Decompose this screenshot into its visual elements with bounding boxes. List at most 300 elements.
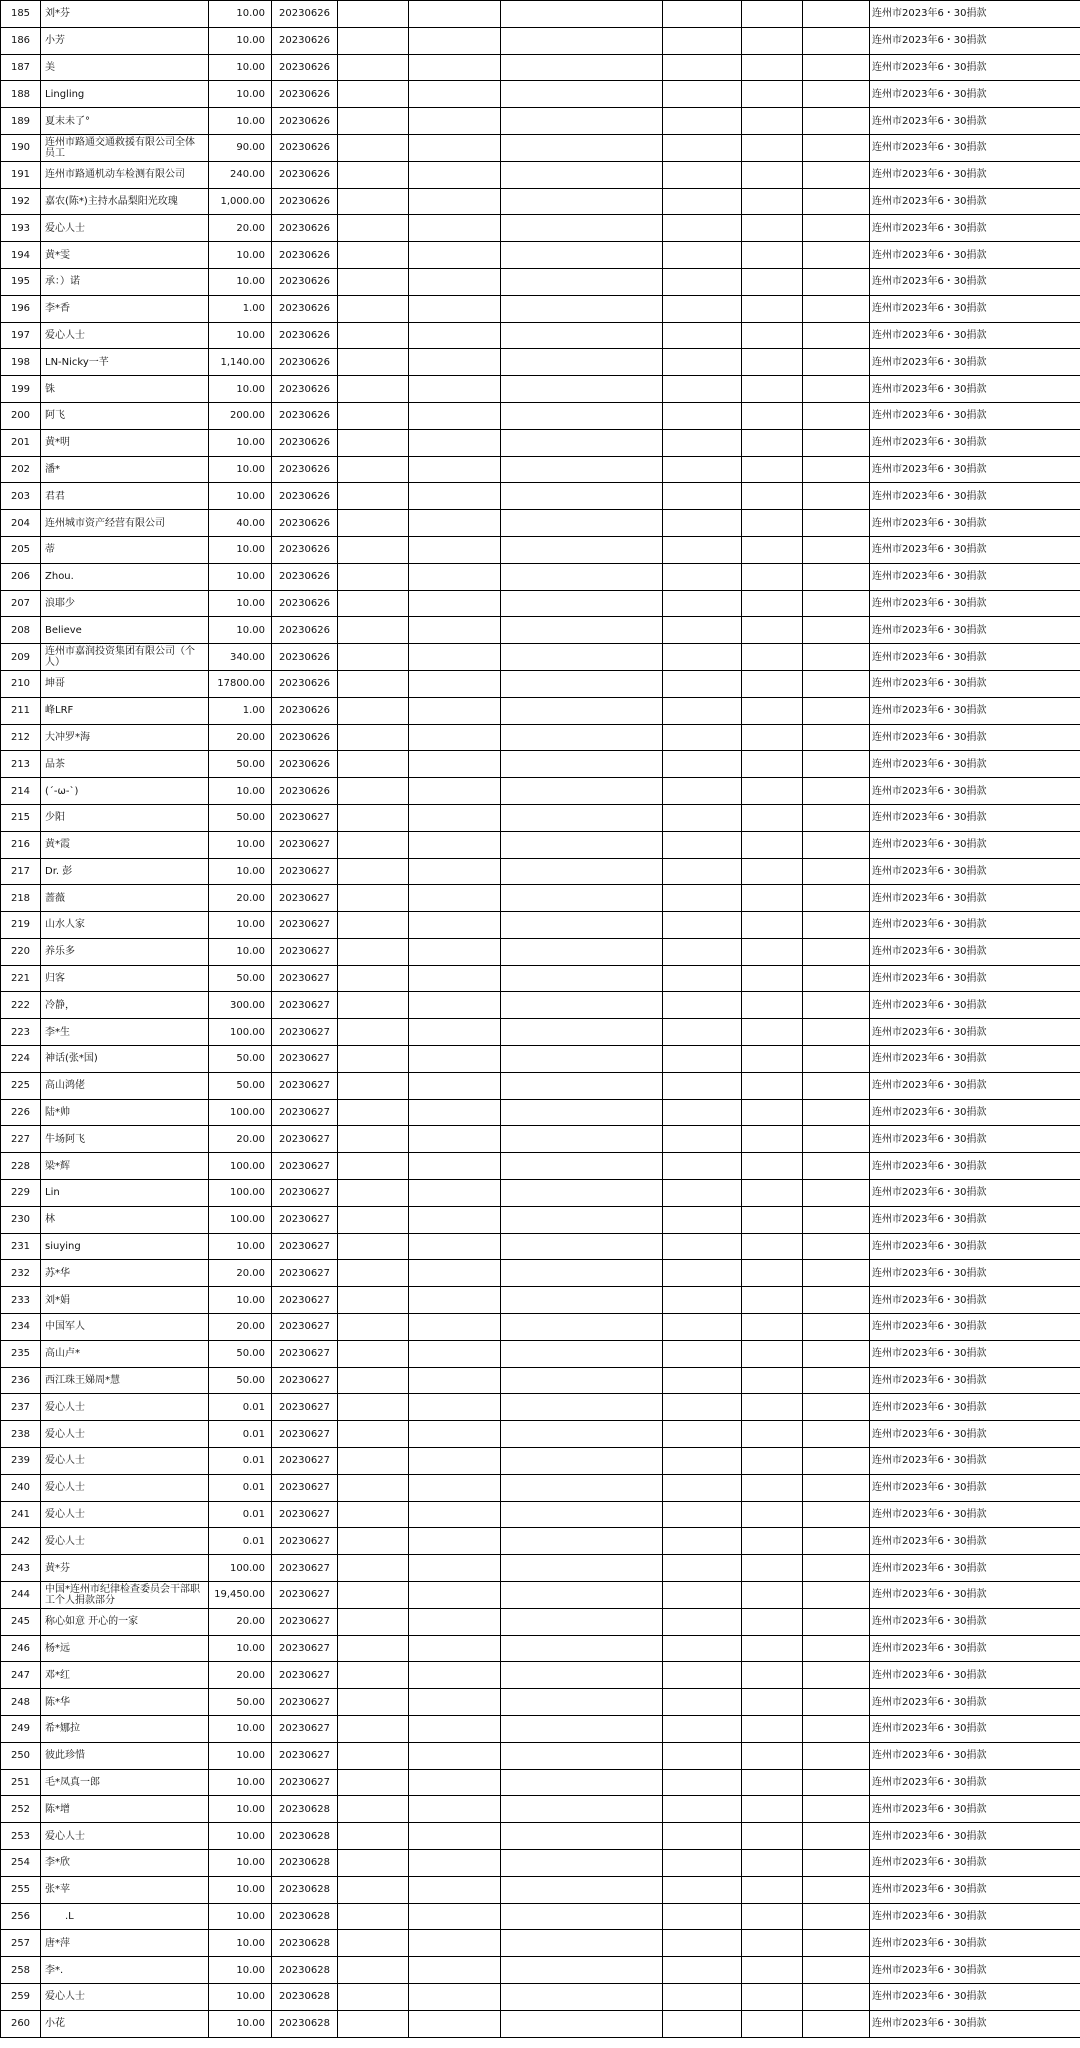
empty-cell[interactable] xyxy=(338,108,409,135)
empty-cell[interactable] xyxy=(409,1421,501,1448)
empty-cell[interactable] xyxy=(663,697,742,724)
amount-cell[interactable]: 0.01 xyxy=(209,1421,272,1448)
date-cell[interactable]: 20230627 xyxy=(272,1769,338,1796)
empty-cell[interactable] xyxy=(803,1019,870,1046)
date-cell[interactable]: 20230626 xyxy=(272,536,338,563)
empty-cell[interactable] xyxy=(338,1287,409,1314)
note-cell[interactable]: 连州市2023年6・30捐款 xyxy=(870,590,1080,617)
empty-cell[interactable] xyxy=(742,54,803,81)
amount-cell[interactable]: 10.00 xyxy=(209,1233,272,1260)
donor-name-cell[interactable]: 爱心人士 xyxy=(41,215,209,242)
date-cell[interactable]: 20230626 xyxy=(272,697,338,724)
donor-name-cell[interactable]: 大冲罗*海 xyxy=(41,724,209,751)
date-cell[interactable]: 20230627 xyxy=(272,1742,338,1769)
empty-cell[interactable] xyxy=(338,858,409,885)
row-number-cell[interactable]: 259 xyxy=(1,1983,41,2010)
donor-name-cell[interactable]: 爱心人士 xyxy=(41,1421,209,1448)
date-cell[interactable]: 20230627 xyxy=(272,1287,338,1314)
date-cell[interactable]: 20230626 xyxy=(272,161,338,188)
amount-cell[interactable]: 10.00 xyxy=(209,483,272,510)
empty-cell[interactable] xyxy=(409,1126,501,1153)
empty-cell[interactable] xyxy=(742,1769,803,1796)
empty-cell[interactable] xyxy=(742,858,803,885)
date-cell[interactable]: 20230626 xyxy=(272,751,338,778)
donor-name-cell[interactable]: 连州市路通机动车检测有限公司 xyxy=(41,161,209,188)
empty-cell[interactable] xyxy=(663,644,742,671)
donor-name-cell[interactable]: 李*欣 xyxy=(41,1849,209,1876)
empty-cell[interactable] xyxy=(663,1608,742,1635)
empty-cell[interactable] xyxy=(663,1099,742,1126)
empty-cell[interactable] xyxy=(803,670,870,697)
empty-cell[interactable] xyxy=(663,1635,742,1662)
row-number-cell[interactable]: 260 xyxy=(1,2010,41,2037)
empty-cell[interactable] xyxy=(338,670,409,697)
empty-cell[interactable] xyxy=(803,938,870,965)
empty-cell[interactable] xyxy=(803,1474,870,1501)
empty-cell[interactable] xyxy=(803,1716,870,1743)
empty-cell[interactable] xyxy=(742,1340,803,1367)
note-cell[interactable]: 连州市2023年6・30捐款 xyxy=(870,295,1080,322)
empty-cell[interactable] xyxy=(409,1367,501,1394)
empty-cell[interactable] xyxy=(338,1849,409,1876)
empty-cell[interactable] xyxy=(501,1448,663,1475)
amount-cell[interactable]: 10.00 xyxy=(209,1796,272,1823)
empty-cell[interactable] xyxy=(663,804,742,831)
amount-cell[interactable]: 50.00 xyxy=(209,1046,272,1073)
empty-cell[interactable] xyxy=(338,1260,409,1287)
empty-cell[interactable] xyxy=(663,376,742,403)
empty-cell[interactable] xyxy=(803,1823,870,1850)
empty-cell[interactable] xyxy=(409,268,501,295)
date-cell[interactable]: 20230627 xyxy=(272,1233,338,1260)
donor-name-cell[interactable]: 苏*华 xyxy=(41,1260,209,1287)
empty-cell[interactable] xyxy=(663,563,742,590)
empty-cell[interactable] xyxy=(338,831,409,858)
empty-cell[interactable] xyxy=(663,510,742,537)
empty-cell[interactable] xyxy=(663,965,742,992)
empty-cell[interactable] xyxy=(501,751,663,778)
date-cell[interactable]: 20230626 xyxy=(272,376,338,403)
amount-cell[interactable]: 50.00 xyxy=(209,965,272,992)
amount-cell[interactable]: 100.00 xyxy=(209,1019,272,1046)
empty-cell[interactable] xyxy=(803,1903,870,1930)
amount-cell[interactable]: 10.00 xyxy=(209,1957,272,1984)
empty-cell[interactable] xyxy=(338,27,409,54)
empty-cell[interactable] xyxy=(663,108,742,135)
empty-cell[interactable] xyxy=(803,1367,870,1394)
empty-cell[interactable] xyxy=(663,590,742,617)
row-number-cell[interactable]: 192 xyxy=(1,188,41,215)
empty-cell[interactable] xyxy=(803,1180,870,1207)
note-cell[interactable]: 连州市2023年6・30捐款 xyxy=(870,510,1080,537)
date-cell[interactable]: 20230626 xyxy=(272,108,338,135)
donor-name-cell[interactable]: 刘*娟 xyxy=(41,1287,209,1314)
date-cell[interactable]: 20230627 xyxy=(272,1689,338,1716)
date-cell[interactable]: 20230627 xyxy=(272,885,338,912)
date-cell[interactable]: 20230628 xyxy=(272,2010,338,2037)
empty-cell[interactable] xyxy=(409,724,501,751)
amount-cell[interactable]: 10.00 xyxy=(209,778,272,805)
empty-cell[interactable] xyxy=(501,644,663,671)
empty-cell[interactable] xyxy=(409,456,501,483)
donor-name-cell[interactable]: 爱心人士 xyxy=(41,1474,209,1501)
empty-cell[interactable] xyxy=(501,1367,663,1394)
empty-cell[interactable] xyxy=(663,456,742,483)
donor-name-cell[interactable]: 希*娜拉 xyxy=(41,1716,209,1743)
empty-cell[interactable] xyxy=(803,1983,870,2010)
amount-cell[interactable]: 10.00 xyxy=(209,54,272,81)
empty-cell[interactable] xyxy=(742,134,803,161)
row-number-cell[interactable]: 238 xyxy=(1,1421,41,1448)
empty-cell[interactable] xyxy=(742,912,803,939)
empty-cell[interactable] xyxy=(338,1099,409,1126)
empty-cell[interactable] xyxy=(501,1849,663,1876)
row-number-cell[interactable]: 209 xyxy=(1,644,41,671)
note-cell[interactable]: 连州市2023年6・30捐款 xyxy=(870,1180,1080,1207)
empty-cell[interactable] xyxy=(663,1930,742,1957)
empty-cell[interactable] xyxy=(338,1180,409,1207)
empty-cell[interactable] xyxy=(803,1260,870,1287)
amount-cell[interactable]: 10.00 xyxy=(209,456,272,483)
empty-cell[interactable] xyxy=(501,1287,663,1314)
empty-cell[interactable] xyxy=(409,402,501,429)
empty-cell[interactable] xyxy=(409,1072,501,1099)
empty-cell[interactable] xyxy=(663,2010,742,2037)
donor-name-cell[interactable]: 陆*帅 xyxy=(41,1099,209,1126)
empty-cell[interactable] xyxy=(742,563,803,590)
empty-cell[interactable] xyxy=(803,483,870,510)
row-number-cell[interactable]: 218 xyxy=(1,885,41,912)
amount-cell[interactable]: 10.00 xyxy=(209,1,272,28)
empty-cell[interactable] xyxy=(409,242,501,269)
donor-name-cell[interactable]: 李*. xyxy=(41,1957,209,1984)
empty-cell[interactable] xyxy=(409,1716,501,1743)
empty-cell[interactable] xyxy=(501,1474,663,1501)
note-cell[interactable]: 连州市2023年6・30捐款 xyxy=(870,1287,1080,1314)
empty-cell[interactable] xyxy=(803,617,870,644)
empty-cell[interactable] xyxy=(663,1340,742,1367)
date-cell[interactable]: 20230627 xyxy=(272,1635,338,1662)
amount-cell[interactable]: 240.00 xyxy=(209,161,272,188)
date-cell[interactable]: 20230628 xyxy=(272,1983,338,2010)
date-cell[interactable]: 20230627 xyxy=(272,858,338,885)
donor-name-cell[interactable]: 美 xyxy=(41,54,209,81)
date-cell[interactable]: 20230626 xyxy=(272,590,338,617)
empty-cell[interactable] xyxy=(742,938,803,965)
row-number-cell[interactable]: 246 xyxy=(1,1635,41,1662)
note-cell[interactable]: 连州市2023年6・30捐款 xyxy=(870,1233,1080,1260)
date-cell[interactable]: 20230627 xyxy=(272,1716,338,1743)
empty-cell[interactable] xyxy=(409,1769,501,1796)
empty-cell[interactable] xyxy=(663,1742,742,1769)
empty-cell[interactable] xyxy=(742,161,803,188)
empty-cell[interactable] xyxy=(803,992,870,1019)
empty-cell[interactable] xyxy=(742,1823,803,1850)
note-cell[interactable]: 连州市2023年6・30捐款 xyxy=(870,1072,1080,1099)
note-cell[interactable]: 连州市2023年6・30捐款 xyxy=(870,992,1080,1019)
amount-cell[interactable]: 20.00 xyxy=(209,1126,272,1153)
empty-cell[interactable] xyxy=(742,2010,803,2037)
note-cell[interactable]: 连州市2023年6・30捐款 xyxy=(870,617,1080,644)
empty-cell[interactable] xyxy=(338,188,409,215)
amount-cell[interactable]: 300.00 xyxy=(209,992,272,1019)
empty-cell[interactable] xyxy=(803,1742,870,1769)
amount-cell[interactable]: 10.00 xyxy=(209,563,272,590)
empty-cell[interactable] xyxy=(338,1448,409,1475)
amount-cell[interactable]: 20.00 xyxy=(209,215,272,242)
date-cell[interactable]: 20230628 xyxy=(272,1903,338,1930)
empty-cell[interactable] xyxy=(803,1072,870,1099)
empty-cell[interactable] xyxy=(742,1314,803,1341)
note-cell[interactable]: 连州市2023年6・30捐款 xyxy=(870,1367,1080,1394)
empty-cell[interactable] xyxy=(409,510,501,537)
empty-cell[interactable] xyxy=(742,81,803,108)
empty-cell[interactable] xyxy=(803,1528,870,1555)
amount-cell[interactable]: 10.00 xyxy=(209,1716,272,1743)
row-number-cell[interactable]: 224 xyxy=(1,1046,41,1073)
date-cell[interactable]: 20230628 xyxy=(272,1823,338,1850)
empty-cell[interactable] xyxy=(338,912,409,939)
empty-cell[interactable] xyxy=(742,1501,803,1528)
empty-cell[interactable] xyxy=(663,402,742,429)
row-number-cell[interactable]: 235 xyxy=(1,1340,41,1367)
empty-cell[interactable] xyxy=(409,778,501,805)
note-cell[interactable]: 连州市2023年6・30捐款 xyxy=(870,1501,1080,1528)
empty-cell[interactable] xyxy=(803,1582,870,1609)
donor-name-cell[interactable]: Lingling xyxy=(41,81,209,108)
note-cell[interactable]: 连州市2023年6・30捐款 xyxy=(870,670,1080,697)
donor-name-cell[interactable]: 小花 xyxy=(41,2010,209,2037)
empty-cell[interactable] xyxy=(338,1019,409,1046)
note-cell[interactable]: 连州市2023年6・30捐款 xyxy=(870,1582,1080,1609)
empty-cell[interactable] xyxy=(501,590,663,617)
amount-cell[interactable]: 50.00 xyxy=(209,1689,272,1716)
empty-cell[interactable] xyxy=(742,617,803,644)
row-number-cell[interactable]: 236 xyxy=(1,1367,41,1394)
amount-cell[interactable]: 10.00 xyxy=(209,1742,272,1769)
date-cell[interactable]: 20230628 xyxy=(272,1849,338,1876)
empty-cell[interactable] xyxy=(409,1287,501,1314)
donor-name-cell[interactable]: 李*生 xyxy=(41,1019,209,1046)
empty-cell[interactable] xyxy=(663,536,742,563)
date-cell[interactable]: 20230627 xyxy=(272,1153,338,1180)
empty-cell[interactable] xyxy=(803,1501,870,1528)
amount-cell[interactable]: 10.00 xyxy=(209,617,272,644)
empty-cell[interactable] xyxy=(663,1528,742,1555)
empty-cell[interactable] xyxy=(501,1796,663,1823)
empty-cell[interactable] xyxy=(663,1046,742,1073)
amount-cell[interactable]: 10.00 xyxy=(209,2010,272,2037)
note-cell[interactable]: 连州市2023年6・30捐款 xyxy=(870,1689,1080,1716)
donor-name-cell[interactable]: 坤哥 xyxy=(41,670,209,697)
empty-cell[interactable] xyxy=(501,1742,663,1769)
empty-cell[interactable] xyxy=(409,1153,501,1180)
amount-cell[interactable]: 10.00 xyxy=(209,858,272,885)
empty-cell[interactable] xyxy=(803,81,870,108)
empty-cell[interactable] xyxy=(742,965,803,992)
note-cell[interactable]: 连州市2023年6・30捐款 xyxy=(870,402,1080,429)
empty-cell[interactable] xyxy=(501,1769,663,1796)
date-cell[interactable]: 20230626 xyxy=(272,188,338,215)
amount-cell[interactable]: 10.00 xyxy=(209,81,272,108)
empty-cell[interactable] xyxy=(501,965,663,992)
empty-cell[interactable] xyxy=(742,1260,803,1287)
empty-cell[interactable] xyxy=(409,322,501,349)
empty-cell[interactable] xyxy=(803,1769,870,1796)
empty-cell[interactable] xyxy=(338,536,409,563)
amount-cell[interactable]: 10.00 xyxy=(209,268,272,295)
empty-cell[interactable] xyxy=(803,295,870,322)
empty-cell[interactable] xyxy=(803,885,870,912)
empty-cell[interactable] xyxy=(338,590,409,617)
date-cell[interactable]: 20230626 xyxy=(272,483,338,510)
empty-cell[interactable] xyxy=(501,322,663,349)
row-number-cell[interactable]: 186 xyxy=(1,27,41,54)
empty-cell[interactable] xyxy=(742,1019,803,1046)
donor-name-cell[interactable]: 夏末未了° xyxy=(41,108,209,135)
empty-cell[interactable] xyxy=(338,1769,409,1796)
donor-name-cell[interactable]: 归客 xyxy=(41,965,209,992)
empty-cell[interactable] xyxy=(742,429,803,456)
empty-cell[interactable] xyxy=(338,349,409,376)
donor-name-cell[interactable]: 牛场阿飞 xyxy=(41,1126,209,1153)
amount-cell[interactable]: 0.01 xyxy=(209,1448,272,1475)
amount-cell[interactable]: 50.00 xyxy=(209,804,272,831)
empty-cell[interactable] xyxy=(338,2010,409,2037)
amount-cell[interactable]: 10.00 xyxy=(209,1849,272,1876)
empty-cell[interactable] xyxy=(409,215,501,242)
empty-cell[interactable] xyxy=(409,1,501,28)
row-number-cell[interactable]: 230 xyxy=(1,1206,41,1233)
empty-cell[interactable] xyxy=(742,804,803,831)
date-cell[interactable]: 20230627 xyxy=(272,1608,338,1635)
note-cell[interactable]: 连州市2023年6・30捐款 xyxy=(870,108,1080,135)
empty-cell[interactable] xyxy=(501,885,663,912)
empty-cell[interactable] xyxy=(803,912,870,939)
empty-cell[interactable] xyxy=(338,1474,409,1501)
empty-cell[interactable] xyxy=(803,858,870,885)
empty-cell[interactable] xyxy=(663,1903,742,1930)
empty-cell[interactable] xyxy=(803,134,870,161)
row-number-cell[interactable]: 203 xyxy=(1,483,41,510)
amount-cell[interactable]: 10.00 xyxy=(209,912,272,939)
donor-name-cell[interactable]: 张*苹 xyxy=(41,1876,209,1903)
empty-cell[interactable] xyxy=(803,724,870,751)
empty-cell[interactable] xyxy=(409,804,501,831)
empty-cell[interactable] xyxy=(338,1823,409,1850)
empty-cell[interactable] xyxy=(501,295,663,322)
empty-cell[interactable] xyxy=(663,1421,742,1448)
row-number-cell[interactable]: 219 xyxy=(1,912,41,939)
empty-cell[interactable] xyxy=(338,322,409,349)
date-cell[interactable]: 20230627 xyxy=(272,1448,338,1475)
empty-cell[interactable] xyxy=(409,27,501,54)
amount-cell[interactable]: 50.00 xyxy=(209,1367,272,1394)
empty-cell[interactable] xyxy=(409,108,501,135)
row-number-cell[interactable]: 233 xyxy=(1,1287,41,1314)
donor-name-cell[interactable]: 高山鸿佬 xyxy=(41,1072,209,1099)
empty-cell[interactable] xyxy=(803,510,870,537)
date-cell[interactable]: 20230627 xyxy=(272,1528,338,1555)
empty-cell[interactable] xyxy=(663,1689,742,1716)
empty-cell[interactable] xyxy=(338,697,409,724)
empty-cell[interactable] xyxy=(409,1930,501,1957)
donor-name-cell[interactable]: Believe xyxy=(41,617,209,644)
row-number-cell[interactable]: 251 xyxy=(1,1769,41,1796)
note-cell[interactable]: 连州市2023年6・30捐款 xyxy=(870,1019,1080,1046)
note-cell[interactable]: 连州市2023年6・30捐款 xyxy=(870,1099,1080,1126)
note-cell[interactable]: 连州市2023年6・30捐款 xyxy=(870,885,1080,912)
donor-name-cell[interactable]: 林 xyxy=(41,1206,209,1233)
row-number-cell[interactable]: 234 xyxy=(1,1314,41,1341)
empty-cell[interactable] xyxy=(409,885,501,912)
amount-cell[interactable]: 90.00 xyxy=(209,134,272,161)
note-cell[interactable]: 连州市2023年6・30捐款 xyxy=(870,965,1080,992)
empty-cell[interactable] xyxy=(501,938,663,965)
amount-cell[interactable]: 10.00 xyxy=(209,1287,272,1314)
empty-cell[interactable] xyxy=(501,697,663,724)
empty-cell[interactable] xyxy=(338,1957,409,1984)
row-number-cell[interactable]: 239 xyxy=(1,1448,41,1475)
empty-cell[interactable] xyxy=(803,536,870,563)
empty-cell[interactable] xyxy=(663,1367,742,1394)
amount-cell[interactable]: 100.00 xyxy=(209,1099,272,1126)
note-cell[interactable]: 连州市2023年6・30捐款 xyxy=(870,563,1080,590)
empty-cell[interactable] xyxy=(501,1126,663,1153)
date-cell[interactable]: 20230626 xyxy=(272,134,338,161)
amount-cell[interactable]: 40.00 xyxy=(209,510,272,537)
row-number-cell[interactable]: 222 xyxy=(1,992,41,1019)
amount-cell[interactable]: 1.00 xyxy=(209,697,272,724)
donor-name-cell[interactable]: 嘉农(陈*)主持水晶梨阳光玫瑰 xyxy=(41,188,209,215)
donor-name-cell[interactable]: 黄*明 xyxy=(41,429,209,456)
empty-cell[interactable] xyxy=(742,376,803,403)
amount-cell[interactable]: 20.00 xyxy=(209,1608,272,1635)
empty-cell[interactable] xyxy=(501,1957,663,1984)
empty-cell[interactable] xyxy=(663,1,742,28)
empty-cell[interactable] xyxy=(663,912,742,939)
empty-cell[interactable] xyxy=(663,1957,742,1984)
row-number-cell[interactable]: 253 xyxy=(1,1823,41,1850)
empty-cell[interactable] xyxy=(501,992,663,1019)
empty-cell[interactable] xyxy=(663,1260,742,1287)
note-cell[interactable]: 连州市2023年6・30捐款 xyxy=(870,858,1080,885)
empty-cell[interactable] xyxy=(338,1903,409,1930)
empty-cell[interactable] xyxy=(803,188,870,215)
note-cell[interactable]: 连州市2023年6・30捐款 xyxy=(870,1903,1080,1930)
empty-cell[interactable] xyxy=(338,268,409,295)
empty-cell[interactable] xyxy=(803,2010,870,2037)
row-number-cell[interactable]: 198 xyxy=(1,349,41,376)
empty-cell[interactable] xyxy=(663,938,742,965)
empty-cell[interactable] xyxy=(338,563,409,590)
empty-cell[interactable] xyxy=(742,1,803,28)
row-number-cell[interactable]: 215 xyxy=(1,804,41,831)
row-number-cell[interactable]: 191 xyxy=(1,161,41,188)
date-cell[interactable]: 20230627 xyxy=(272,912,338,939)
donor-name-cell[interactable]: 李*香 xyxy=(41,295,209,322)
empty-cell[interactable] xyxy=(501,1,663,28)
empty-cell[interactable] xyxy=(409,1206,501,1233)
donor-name-cell[interactable]: 爱心人士 xyxy=(41,1448,209,1475)
empty-cell[interactable] xyxy=(501,81,663,108)
amount-cell[interactable]: 17800.00 xyxy=(209,670,272,697)
empty-cell[interactable] xyxy=(803,242,870,269)
empty-cell[interactable] xyxy=(742,1099,803,1126)
empty-cell[interactable] xyxy=(501,429,663,456)
date-cell[interactable]: 20230627 xyxy=(272,1501,338,1528)
empty-cell[interactable] xyxy=(663,1501,742,1528)
